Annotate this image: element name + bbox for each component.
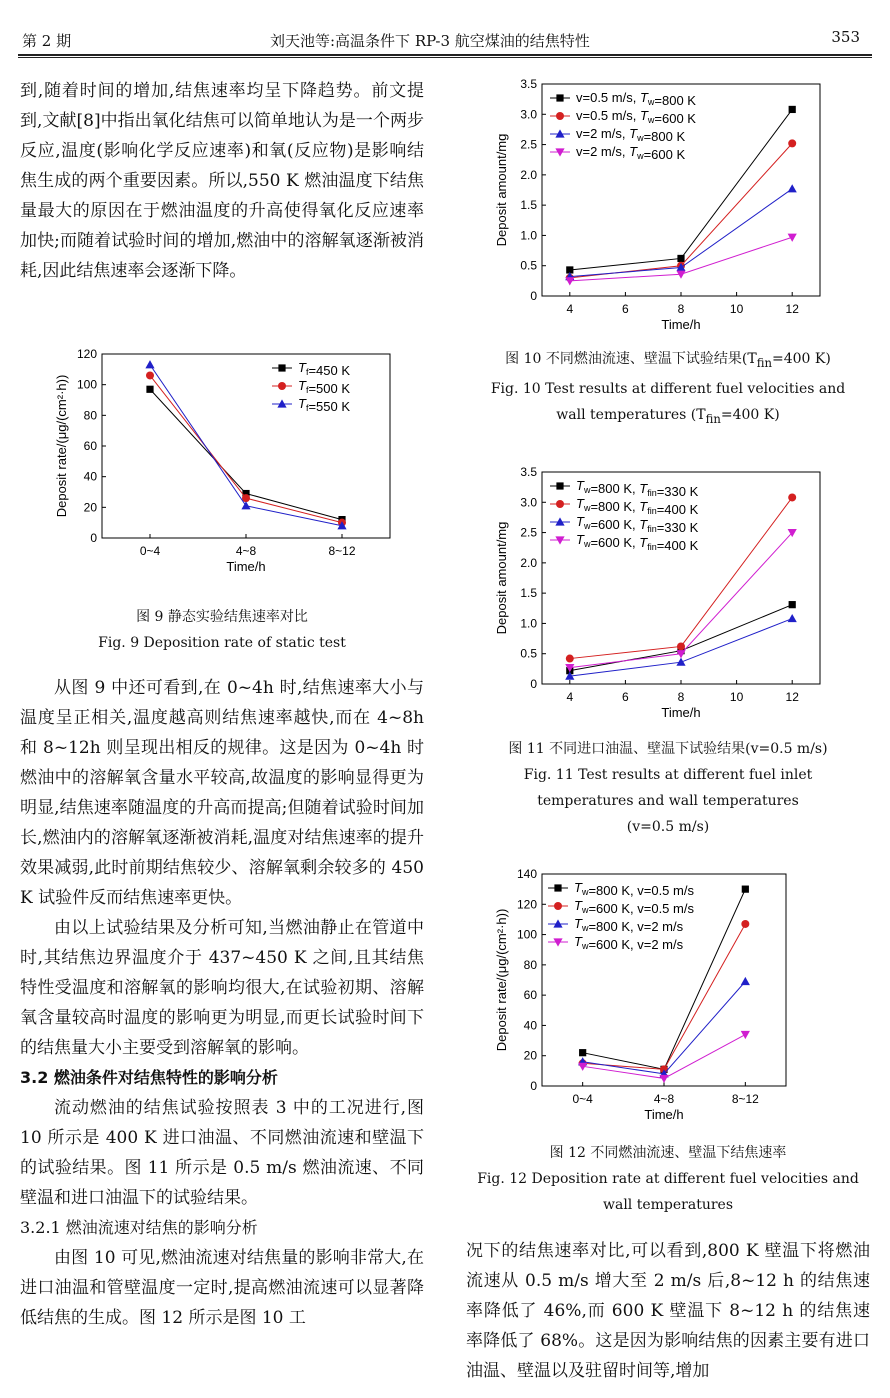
data-point [145,360,154,368]
x-tick-label: 6 [622,690,629,704]
data-point [677,642,685,650]
figure-12 [490,862,830,1134]
x-tick-label: 0~4 [139,544,161,558]
data-point [788,614,797,622]
x-tick-label: 6 [622,302,629,316]
y-tick-label: 1.0 [520,616,537,631]
legend [550,90,696,162]
chart-fig11 [490,460,830,728]
y-tick-label: 0 [530,677,537,691]
caption-en-1: Fig. 11 Test results at different fuel inlet [523,767,813,783]
y-tick-label: 100 [76,377,97,392]
paragraph: 由以上试验结果及分析可知,当燃油静止在管道中时,其结焦边界温度介于 437~450 K 之间,且其结焦特性受温度和溶解氧的影响均很大,在试验初期、溶解氧含量较高时温度的影响更为明显,而更长试验时间下的结焦量大小主要受到溶解氧的影响。 [20,918,424,1058]
legend [550,478,699,553]
legend-label: $T_w=800$ K, $T_{fin}=330$ K [576,478,699,499]
data-point [554,884,561,891]
x-axis-label: Time/h [661,705,701,720]
x-tick-label: 8~12 [731,1092,759,1106]
figure-9-caption [20,604,424,656]
page-number: 353 [831,28,860,46]
y-tick-label: 60 [83,439,97,453]
y-tick-label: 1.5 [520,198,537,213]
chart-fig9 [40,334,400,594]
figure-10 [490,72,830,344]
legend-label: $T_f=550$ K [298,396,351,414]
caption-cn: 图 9 静态实验结焦速率对比 [136,609,308,625]
y-axis-label: Deposit rate/(μg/(cm²·h)) [494,908,509,1052]
caption-en: Fig. 9 Deposition rate of static test [98,635,346,651]
data-point [742,886,749,893]
caption-en-2: temperatures and wall temperatures [537,793,799,809]
header-rule-thin [18,57,872,58]
y-tick-label: 120 [76,347,97,361]
data-point [278,382,286,390]
data-point [741,977,750,985]
x-axis-label: Time/h [661,317,701,332]
x-tick-label: 12 [785,690,799,704]
y-axis-label: Deposit amount/mg [494,133,509,247]
subsection-title: 3.2.1 燃油流速对结焦的影响分析 [20,1218,258,1237]
paragraph: 况下的结焦速率对比,可以看到,800 K 壁温下将燃油流速从 0.5 m/s 增大至 2 m/s 后,8~12 h 的结焦速率降低了 46%,而 600 K 壁温下 8~12 h 的结焦速率降低了 68%。这是因为影响结焦的因素主要有进口油温、壁温以及驻留时间等,增加 [466,1241,870,1381]
section-title: 3.2 燃油条件对结焦特性的影响分析 [20,1068,278,1087]
data-point [676,658,685,666]
figure-11-caption [466,736,870,840]
legend-label: $T_w=800$ K, v=2 m/s [574,916,684,934]
data-point [566,655,574,663]
figure-12-caption [466,1140,870,1218]
legend [272,360,350,414]
x-tick-label: 8 [677,690,685,704]
paragraph: 从图 9 中还可看到,在 0~4h 时,结焦速率大小与温度呈正相关,温度越高则结焦速率越快,而在 4~8h 和 8~12h 则呈现出相反的规律。这是因为 0~4h 时燃油中的溶解氧含量水平较高,故温度的影响显得更为明显,结焦速率随温度的升高而提高;但随着试验时间加长,燃油内的溶解氧逐渐被消耗,温度对结焦速率的提升效果减弱,此时前期结焦较少、溶解氧剩余较多的 450 K 试验件反而结焦速率更快。 [20,678,424,908]
data-series [565,184,797,280]
header-rule [18,54,872,56]
data-point [556,94,563,101]
data-point [146,386,153,393]
x-tick-label: 4~8 [653,1092,675,1106]
left-column-bottom [20,673,424,1333]
chart-fig10 [490,72,830,340]
y-tick-label: 140 [516,867,537,881]
data-point [789,601,796,608]
legend-label: $T_f=500$ K [298,378,351,396]
y-tick-label: 40 [83,469,97,484]
left-column-top [20,76,424,286]
data-series [578,977,750,1078]
caption-en-1: Fig. 10 Test results at different fuel velocities and [490,380,846,397]
series-line [583,982,746,1074]
data-point [556,112,564,120]
x-axis-label: Time/h [226,559,266,574]
data-point [741,920,749,928]
x-tick-label: 0~4 [572,1092,593,1106]
paragraph: 由图 10 可见,燃油流速对结焦量的影响非常大,在进口油温和管壁温度一定时,提高燃油流速可以显著降低结焦的生成。图 12 所示是图 10 工 [20,1248,424,1328]
data-point [659,1075,668,1083]
legend-label: $T_w=800$ K, $T_{fin}=400$ K [576,496,699,517]
y-tick-label: 2.0 [520,555,537,570]
y-tick-label: 0 [530,1079,537,1093]
y-tick-label: 2.5 [520,137,537,152]
series-line [583,889,746,1069]
legend-label: $T_f=450$ K [298,360,351,378]
data-point [278,364,285,371]
legend-label: $T_w=600$ K, v=0.5 m/s [574,898,694,916]
x-tick-label: 8~12 [328,544,356,558]
legend-label: $T_w=800$ K, v=0.5 m/s [574,880,694,898]
page-header [0,0,890,56]
y-tick-label: 80 [83,408,97,423]
data-point [741,1031,750,1039]
data-point [677,255,684,262]
data-point [146,371,154,379]
data-point [556,500,564,508]
y-tick-label: 60 [523,988,537,1003]
y-tick-label: 0.5 [520,258,537,273]
legend-label: $T_w=600$ K, $T_{fin}=330$ K [576,514,699,535]
y-tick-label: 1.0 [520,228,537,243]
y-tick-label: 3.5 [520,77,537,91]
legend-label: $T_w=600$ K, v=2 m/s [574,934,684,952]
data-point [556,482,563,489]
x-axis-label: Time/h [644,1107,684,1122]
legend-label: $T_w=600$ K, $T_{fin}=400$ K [576,532,699,553]
x-tick-label: 12 [785,302,799,316]
y-tick-label: 120 [516,897,537,912]
paragraph: 流动燃油的结焦试验按照表 3 中的工况进行,图 10 所示是 400 K 进口油温、不同燃油流速和壁温下的试验结果。图 11 所示是 0.5 m/s 燃油流速、不同壁温和进口油温下的试验结果。 [20,1098,424,1208]
data-point [579,1049,586,1056]
y-axis-label: Deposit amount/mg [494,521,509,635]
y-tick-label: 3.0 [520,495,537,510]
caption-en-1: Fig. 12 Deposition rate at different fuel velocities and [477,1171,859,1187]
caption-cn: 图 12 不同燃油流速、壁温下结焦速率 [549,1145,787,1161]
chart-fig12 [490,862,830,1130]
legend-label: v=2 m/s, $T_w=600$ K [576,144,686,162]
legend-label: v=2 m/s, $T_w=800$ K [576,126,686,144]
legend [548,880,694,952]
caption-en-2: wall temperatures ($T_{fin}=400$ K) [556,406,780,426]
caption-cn: 图 11 不同进口油温、壁温下试验结果(v=0.5 m/s) [508,741,828,757]
data-point [241,501,250,509]
y-tick-label: 2.0 [520,167,537,182]
figure-9 [40,334,400,598]
y-tick-label: 3.5 [520,465,537,479]
data-point [554,902,562,910]
data-point [788,493,796,501]
legend-label: v=0.5 m/s, $T_w=800$ K [576,90,696,108]
y-axis-label: Deposit rate/(μg/(cm²·h)) [54,374,69,518]
data-point [788,139,796,147]
x-tick-label: 4~8 [235,544,257,558]
figure-11 [490,460,830,732]
legend-label: v=0.5 m/s, $T_w=600$ K [576,108,696,126]
right-column-bottom [466,1236,870,1386]
x-tick-label: 10 [729,690,744,704]
y-tick-label: 0.5 [520,646,537,661]
x-tick-label: 4 [566,302,574,316]
y-tick-label: 1.5 [520,586,537,601]
y-tick-label: 40 [523,1018,537,1033]
caption-en-3: (v=0.5 m/s) [626,819,710,835]
data-point [788,234,797,242]
paragraph: 到,随着时间的增加,结焦速率均呈下降趋势。前文提到,文献[8]中指出氧化结焦可以简单地认为是一个两步反应,温度(影响化学反应速率)和氧(反应物)是影响结焦生成的两个重要因素。所以,550 K 燃油温度下结焦量最大的原因在于燃油温度的升高使得氧化反应速率加快;而随着试验时间的增加,燃油中的溶解氧逐渐被消耗,因此结焦速率会逐渐下降。 [20,81,424,281]
y-tick-label: 20 [523,1048,537,1063]
data-point [565,277,574,285]
caption-en-2: wall temperatures [602,1197,733,1213]
figure-10-caption [466,346,870,432]
y-tick-label: 20 [83,500,97,515]
y-tick-label: 80 [523,957,537,972]
running-title: 刘天池等:高温条件下 RP-3 航空煤油的结焦特性 [270,32,590,50]
data-point [788,184,797,192]
x-tick-label: 4 [566,690,574,704]
y-tick-label: 0 [530,289,537,303]
y-tick-label: 2.5 [520,525,537,540]
caption-cn: 图 10 不同燃油流速、壁温下试验结果($T_{fin}=400$ K) [505,351,831,370]
y-tick-label: 3.0 [520,107,537,122]
x-tick-label: 10 [729,302,744,316]
issue-number: 第 2 期 [22,32,72,50]
y-tick-label: 0 [90,531,97,545]
y-tick-label: 100 [516,927,537,942]
data-point [789,106,796,113]
x-tick-label: 8 [677,302,685,316]
